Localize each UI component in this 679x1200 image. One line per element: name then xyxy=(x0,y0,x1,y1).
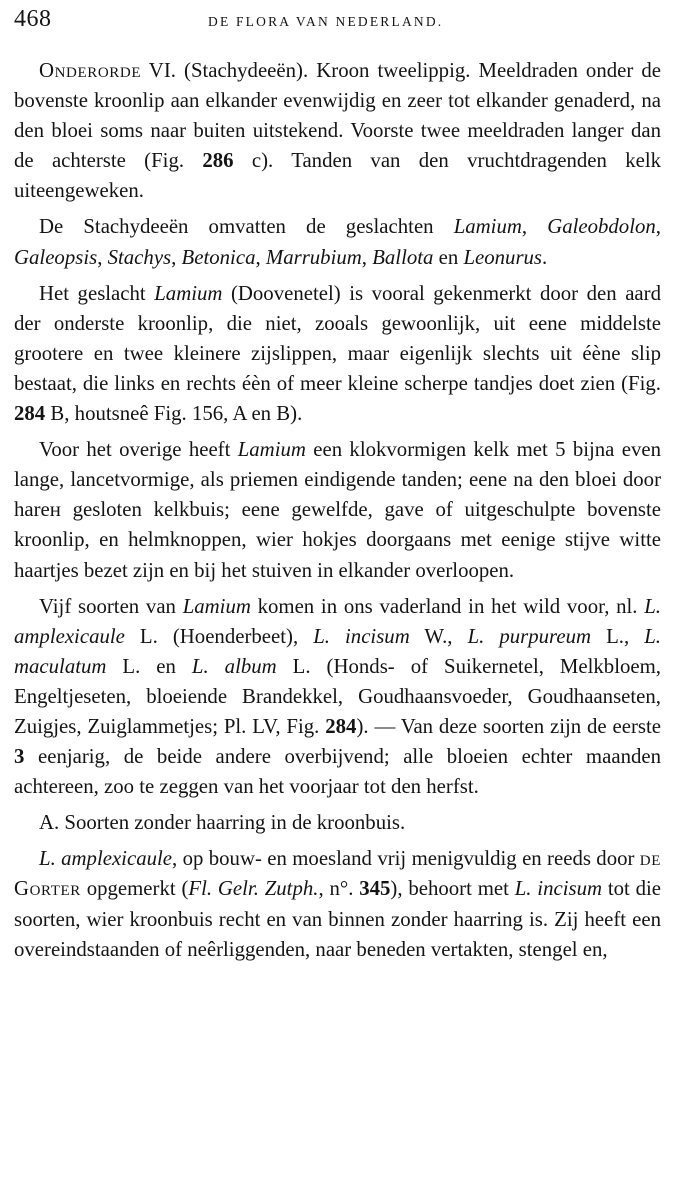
genus-name: Galeopsis xyxy=(14,245,98,269)
species-name: L. maculatum xyxy=(14,624,661,678)
text-run: . xyxy=(542,245,548,269)
text-run: Voor het overige heeft xyxy=(39,438,238,462)
text-run: VI. (Stachydeeën). Kroon tweelippig. Meeldraden onder de bovenste kroonlip aan elkander evenwijdig en zeer tot elkander genaderd, na den bloei soms naar buiten uitstekend. Voorste twee meeldraden langer dan de achterste (Fig. xyxy=(14,59,661,173)
author-name: de Gorter xyxy=(14,847,661,901)
text-run: , xyxy=(361,245,373,269)
genus-name: Galeobdolon xyxy=(547,215,656,239)
page-header xyxy=(14,6,661,42)
genus-name: Marrubium xyxy=(265,245,362,269)
text-run: eenjarig, de beide andere overbijvend; alle bloeien echter maanden achtereen, zoo te zeggen van het voorjaar tot den herfst. xyxy=(14,745,661,799)
text-run: c). Tanden van den vruchtdragenden kelk uiteengeweken. xyxy=(14,149,662,203)
page-body xyxy=(14,56,661,965)
text-run: , xyxy=(521,215,548,239)
genus-name: Lamium xyxy=(182,594,251,618)
text-run: (Doovenetel) is vooral gekenmerkt door den aard der onderste kroonlip, die niet, zooals gewoonlijk, uit eene middelste grootere en twee kleinere zijslippen, maar eigenlijk slechts uit éène slip bestaat, die links en rechts éèn of meer kleine scherpe tandjes doet zien (Fig. xyxy=(14,281,661,395)
genus-name: Leonurus xyxy=(463,245,543,269)
text-run: tot die soorten, wier kroonbuis recht en van binnen zonder haarring is. Zij heeft een overeindstaanden of neêrliggenden, naar beneden vertakten, stengel en, xyxy=(14,877,661,961)
figure-number: 284 xyxy=(325,714,357,738)
text-run: B, houtsneê Fig. 156, A en B). xyxy=(45,402,303,426)
genus-name: Lamium xyxy=(453,215,522,239)
species-name: L. album xyxy=(191,654,277,678)
text-run: L. en xyxy=(106,654,192,678)
citation-title: Fl. Gelr. Zutph. xyxy=(188,877,319,901)
paragraph-suborder-vi xyxy=(14,56,661,206)
genus-name: Stachys xyxy=(107,245,172,269)
text-run: , xyxy=(171,245,182,269)
species-name: L. amplexicaule xyxy=(14,594,661,648)
paragraph-lamium-species xyxy=(14,592,661,803)
count-number: 3 xyxy=(14,745,25,769)
paragraph-lamium-calyx xyxy=(14,435,661,585)
species-name: L. purpureum xyxy=(467,624,592,648)
paragraph-section-a xyxy=(14,808,661,838)
citation-number: 345 xyxy=(359,877,391,901)
text-run: Vijf soorten van xyxy=(39,594,183,618)
text-run: opgemerkt ( xyxy=(80,877,189,901)
genus-name: Ballota xyxy=(372,245,434,269)
text-run: W., xyxy=(409,624,468,648)
text-run: Het geslacht xyxy=(39,281,155,305)
text-run: L. (Hoenderbeet), xyxy=(124,624,314,648)
text-run: ). — Van deze soorten zijn de eerste xyxy=(356,714,662,738)
species-name: L. incisum xyxy=(514,877,602,901)
text-run: L. (Honds- of Suikernetel, Melkbloem, Engeltjeseten, bloeiende Brandekkel, Goudhaansvoeder, Goudhaanseten, Zuigjes, Zuiglammetjes; Pl. LV, Fig. xyxy=(14,654,661,738)
species-name: L. amplexicaule xyxy=(39,847,173,871)
text-run: , xyxy=(97,245,108,269)
text-run: en xyxy=(433,245,464,269)
paragraph-amplexicaule xyxy=(14,844,661,964)
species-name: L. incisum xyxy=(313,624,410,648)
paragraph-lamium-lip xyxy=(14,279,661,429)
text-run: een klokvormigen kelk met 5 bijna even lange, lancetvormige, als priemen eindigende tanden; eene na den bloei door harен gesloten kelkbuis; eene gewelfde, gave of uitgeschulpte bovenste kroonlip, en helmknoppen, wier hokjes doorgaans met eenige stijve witte haartjes bezet zijn en bij het stuiven in elkander overloopen. xyxy=(14,438,661,582)
section-heading: A. Soorten zonder haarring in de kroonbuis. xyxy=(39,811,406,835)
genus-name: Betonica xyxy=(181,245,256,269)
text-run: ), behoort met xyxy=(390,877,515,901)
figure-number: 284 xyxy=(14,402,46,426)
figure-number: 286 xyxy=(202,149,234,173)
running-head: DE FLORA VAN NEDERLAND. xyxy=(208,14,444,29)
text-run: , xyxy=(655,215,661,239)
text-run: De Stachydeeën omvatten de geslachten xyxy=(39,215,454,239)
page-number: 468 xyxy=(14,6,52,32)
text-run: L., xyxy=(591,624,645,648)
text-run: , op bouw- en moesland vrij menigvuldig en reeds door xyxy=(172,847,640,871)
text-run: komen in ons vaderland in het wild voor, nl. xyxy=(250,594,645,618)
text-run: , n°. xyxy=(318,877,360,901)
text-run: , xyxy=(255,245,266,269)
genus-name: Lamium xyxy=(237,438,306,462)
genus-name: Lamium xyxy=(154,281,223,305)
paragraph-genera-list xyxy=(14,212,661,272)
suborder-label: Onderorde xyxy=(39,59,142,82)
